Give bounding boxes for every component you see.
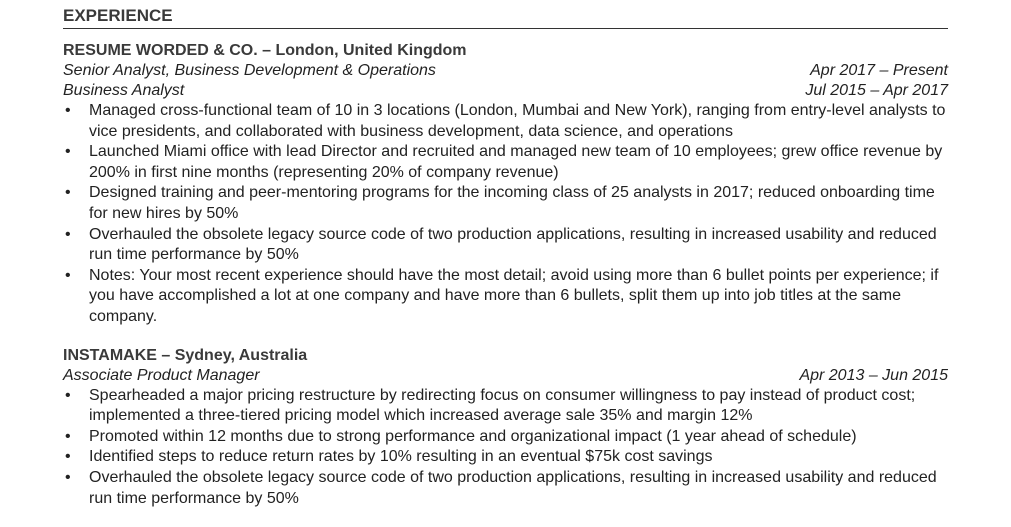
bullet-item [63, 266, 948, 328]
bullet-text: Spearheaded a major pricing restructure by redirecting focus on consumer willingness to pay instead of product cost; implemented a three-tiered pricing model which increased average sale 35% and margin 12% [89, 386, 916, 425]
bullet-dot-icon: • [65, 184, 71, 202]
role-title: Senior Analyst, Business Development & Operations [63, 62, 436, 79]
bullet-dot-icon: • [65, 386, 71, 404]
bullet-text: Managed cross-functional team of 10 in 3 locations (London, Mumbai and New York), ranging from entry-level analysts to vice presidents, and collaborated with business development, data science, and operations [89, 102, 946, 140]
bullet-item [63, 183, 948, 224]
bullet-dot-icon: • [65, 448, 71, 466]
bullet-text: Designed training and peer-mentoring programs for the incoming class of 25 analysts in 2017; reduced onboarding time for new hires by 50% [89, 184, 935, 222]
role-row [63, 61, 948, 81]
bullet-item [63, 142, 948, 183]
bullet-item [63, 427, 948, 448]
bullet-list [63, 101, 948, 328]
bullet-item [63, 101, 948, 142]
bullet-text: Promoted within 12 months due to strong performance and organizational impact (1 year ahead of schedule) [89, 427, 857, 445]
role-row [63, 81, 948, 101]
job-entry-resume-worded [63, 41, 948, 328]
company-name: INSTAMAKE – Sydney, Australia [63, 346, 308, 364]
company-name: RESUME WORDED & CO. – London, United Kingdom [63, 42, 467, 59]
role-dates: Apr 2013 – Jun 2015 [799, 366, 948, 384]
bullet-item [63, 447, 948, 468]
section-title: EXPERIENCE [63, 5, 948, 29]
bullet-dot-icon: • [65, 225, 71, 243]
bullet-text: Overhauled the obsolete legacy source code of two production applications, resulting in increased usability and reduced run time performance by 50% [89, 225, 937, 264]
job-entry-instamake [63, 346, 948, 510]
role-title: Business Analyst [63, 82, 185, 99]
bullet-text: Overhauled the obsolete legacy source code of two production applications, resulting in increased usability and reduced run time performance by 50% [89, 468, 937, 507]
bullet-dot-icon: • [65, 102, 71, 119]
bullet-dot-icon: • [65, 427, 71, 445]
bullet-item [63, 225, 948, 266]
bullet-item [63, 386, 948, 427]
role-dates: Jul 2015 – Apr 2017 [805, 82, 948, 99]
bullet-item [63, 468, 948, 509]
bullet-dot-icon: • [65, 266, 71, 284]
role-row [63, 366, 948, 386]
role-dates: Apr 2017 – Present [810, 62, 948, 79]
bullet-text: Notes: Your most recent experience should have the most detail; avoid using more than 6 bullet points per experience; if you have accomplished a lot at one company and have more than 6 bullets, split them up into job titles at the same company. [89, 266, 939, 325]
bullet-text: Identified steps to reduce return rates by 10% resulting in an eventual $75k cost savings [89, 448, 713, 466]
bullet-dot-icon: • [65, 468, 71, 486]
role-title: Associate Product Manager [63, 366, 260, 384]
bullet-text: Launched Miami office with lead Director and recruited and managed new team of 10 employees; grew office revenue by 200% in first nine months (representing 20% of company revenue) [89, 143, 943, 181]
resume-experience-section [63, 5, 948, 509]
bullet-list [63, 386, 948, 510]
bullet-dot-icon: • [65, 143, 71, 161]
